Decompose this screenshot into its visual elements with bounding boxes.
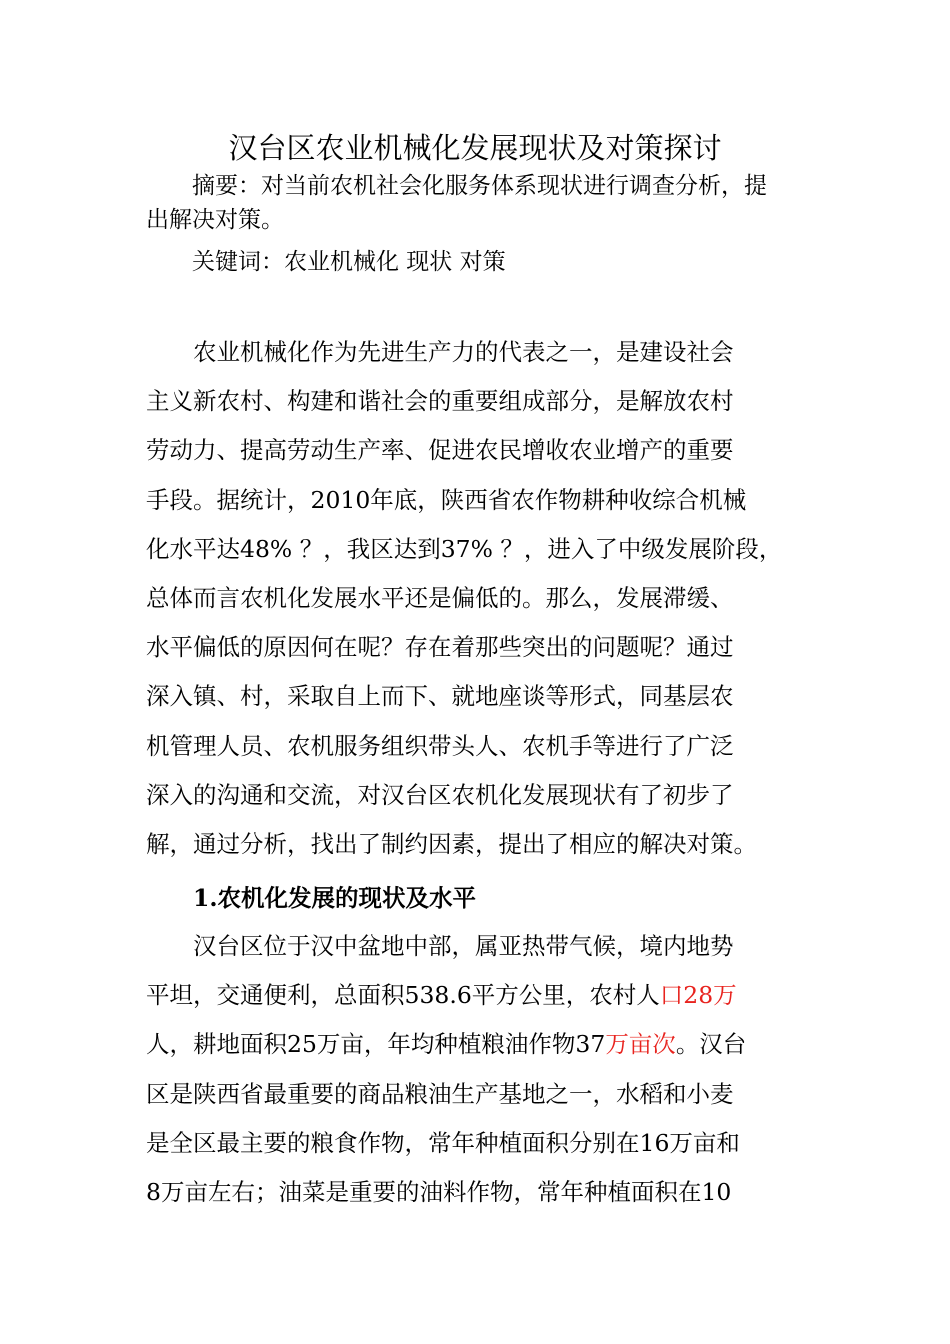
text-run: 人 <box>146 1030 170 1059</box>
abstract-line-2: 出解决对策。 <box>146 207 284 233</box>
text-run: ，耕地面积25万亩，年均种植粮油作物37 <box>169 1030 606 1059</box>
section-1-heading: 1.农机化发展的现状及水平 <box>193 884 477 912</box>
intro-paragraph <box>146 328 808 869</box>
paragraph-line: 8万亩左右；油菜是重要的油料作物，常年种植面积在10 <box>146 1177 732 1206</box>
text-run: 。汉台 <box>675 1030 747 1059</box>
paragraph-line: 区是陕西省最重要的商品粮油生产基地之一，水稻和小麦 <box>146 1079 734 1108</box>
paragraph-line: 手段。据统计，2010年底，陕西省农作物耕种收综合机械 <box>146 485 747 514</box>
abstract-line-1: 摘要：对当前农机社会化服务体系现状进行调查分析，提 <box>192 173 767 199</box>
abstract-continued <box>146 204 806 236</box>
paragraph-line: 水平偏低的原因何在呢？存在着那些突出的问题呢？通过 <box>146 633 734 662</box>
text-run: 平坦，交通便利，总面积538.6平方公里，农村人 <box>146 981 660 1010</box>
keywords: 关键词：农业机械化 现状 对策 <box>192 249 506 275</box>
paragraph-line: 农业机械化作为先进生产力的代表之一，是建设社会 <box>193 338 734 366</box>
section-1-paragraph <box>146 922 808 1217</box>
paragraph-line: 深入的沟通和交流，对汉台区农机化发展现状有了初步了 <box>146 780 734 809</box>
paragraph-line: 深入镇、村，采取自上而下、就地座谈等形式，同基层农 <box>146 682 734 711</box>
document-title: 汉台区农业机械化发展现状及对策探讨 <box>228 131 722 165</box>
paragraph-line: 总体而言农机化发展水平还是偏低的。那么，发展滞缓、 <box>146 583 734 612</box>
paragraph-line: 机管理人员、农机服务组织带头人、农机手等进行了广泛 <box>146 731 734 760</box>
highlighted-text: 口28万 <box>659 981 737 1010</box>
paragraph-line <box>146 971 808 1020</box>
paragraph-line: 解，通过分析，找出了制约因素，提出了相应的解决对策。 <box>146 829 757 858</box>
paragraph-line <box>146 1020 808 1069</box>
highlighted-text: 万亩次 <box>605 1030 676 1059</box>
paragraph-line: 劳动力、提高劳动生产率、促进农民增收农业增产的重要 <box>146 436 734 465</box>
paragraph-line: 主义新农村、构建和谐社会的重要组成部分，是解放农村 <box>146 387 734 416</box>
paragraph-line: 化水平达48% ？，我区达到37% ？，进入了中级发展阶段， <box>146 534 783 563</box>
abstract <box>146 170 806 202</box>
paragraph-line: 是全区最主要的粮食作物，常年种植面积分别在16万亩和 <box>146 1128 740 1157</box>
paragraph-line: 汉台区位于汉中盆地中部，属亚热带气候，境内地势 <box>193 932 734 960</box>
